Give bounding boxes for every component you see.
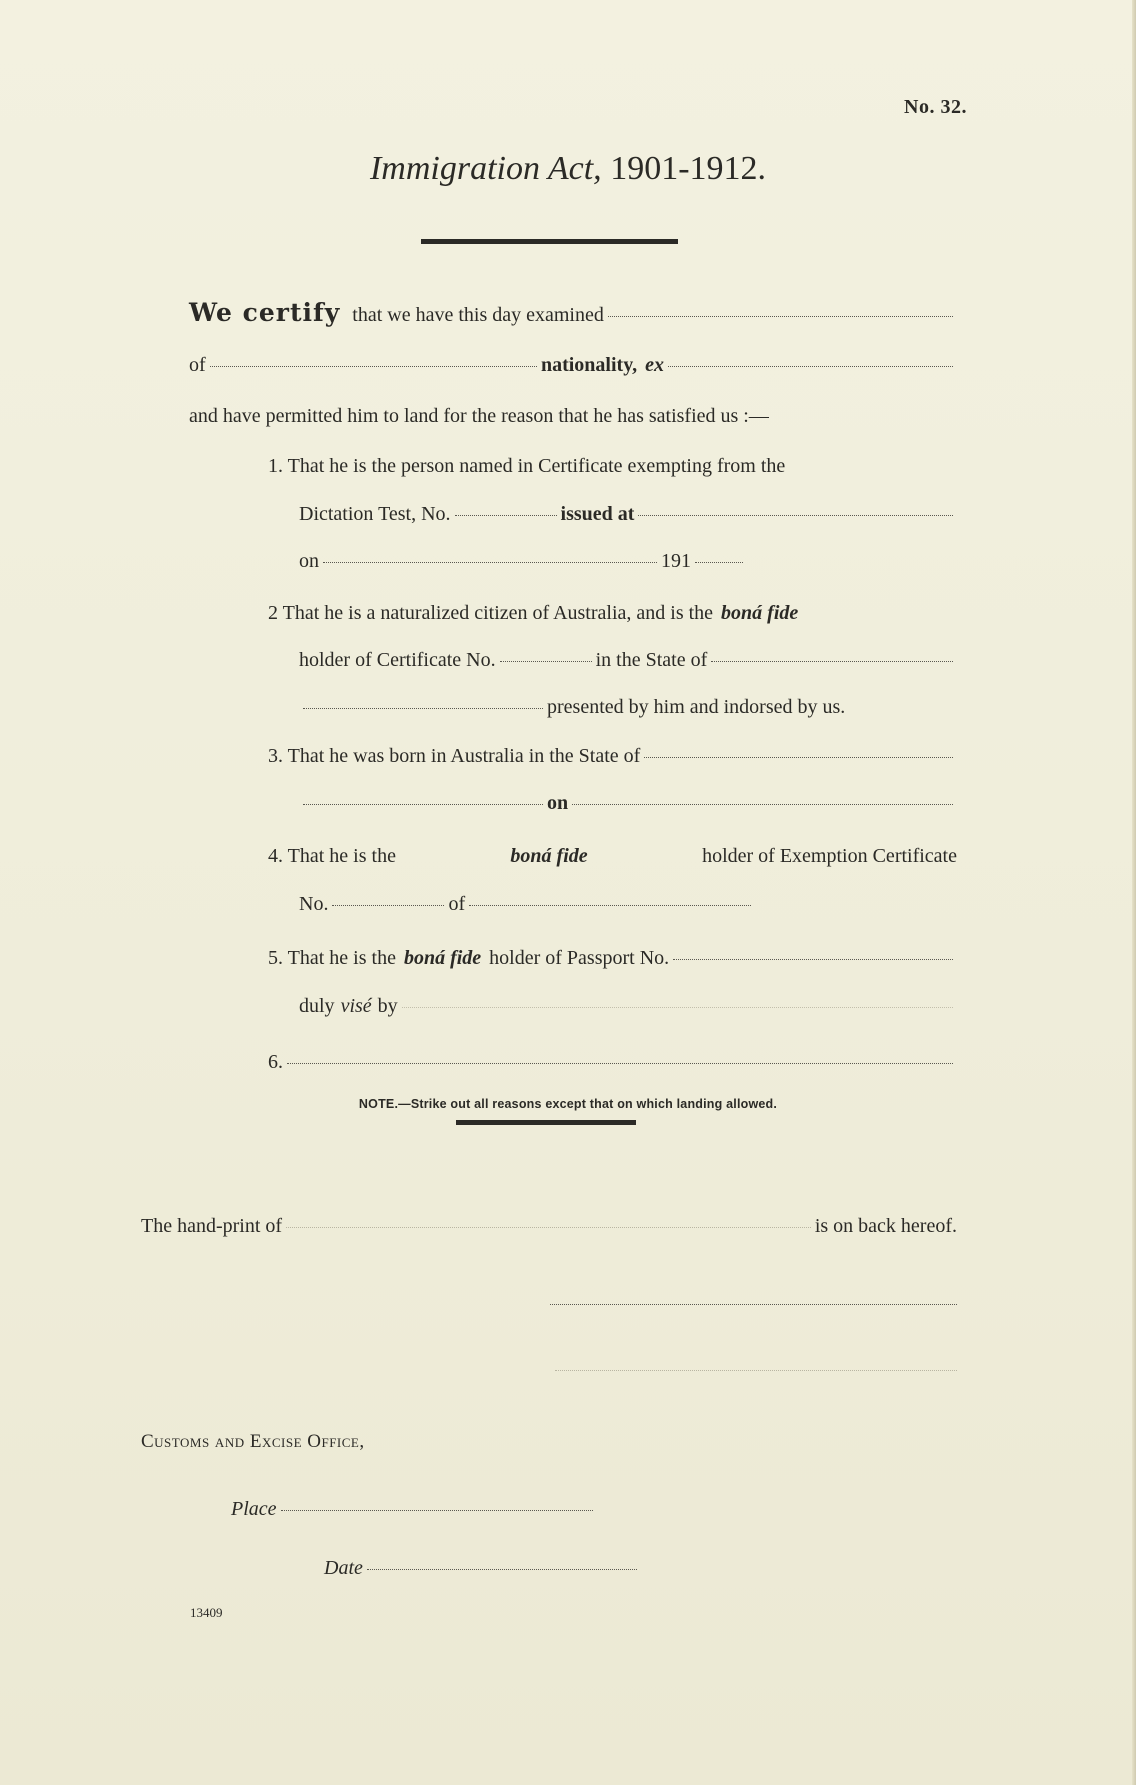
- birth-date-field[interactable]: [572, 804, 953, 805]
- ex-field[interactable]: [668, 366, 953, 367]
- certificate-no-label: holder of Certificate No.: [299, 649, 496, 671]
- reason-2-line-3: [299, 694, 919, 720]
- certify-text: that we have this day examined: [352, 304, 604, 326]
- state-field[interactable]: [711, 661, 953, 662]
- reason-4-line-1: [268, 843, 957, 869]
- birth-place-field[interactable]: [303, 804, 543, 805]
- exemption-no-label: No.: [299, 893, 329, 915]
- place-line: [231, 1496, 597, 1522]
- examined-name-field[interactable]: [608, 316, 953, 317]
- reason-5-text-a: 5. That he is the: [268, 947, 396, 969]
- reason-4-text-a: 4. That he is the: [268, 845, 396, 867]
- date-line: [324, 1555, 641, 1581]
- reason-1-line-1: 1. That he is the person named in Certificate exempting from the: [268, 455, 786, 477]
- presented-field[interactable]: [303, 708, 543, 709]
- duly-label: duly: [299, 995, 335, 1017]
- by-label: by: [377, 995, 398, 1017]
- title-years: 1901-1912.: [610, 150, 767, 187]
- vise-label: visé: [340, 995, 372, 1017]
- ex-label: ex: [645, 354, 664, 376]
- presented-text: presented by him and indorsed by us.: [547, 696, 846, 718]
- reason-5-text-b: holder of Passport No.: [489, 947, 670, 969]
- handprint-prefix: The hand-print of: [141, 1215, 283, 1237]
- note-divider: [456, 1120, 636, 1125]
- handprint-line: [141, 1213, 957, 1239]
- dictation-test-label: Dictation Test, No.: [299, 503, 451, 525]
- title-divider: [421, 239, 678, 244]
- document-title: [0, 150, 1136, 188]
- year-prefix: 191: [661, 550, 691, 572]
- place-field[interactable]: [281, 1510, 593, 1511]
- bona-fide-text: boná fide: [510, 845, 588, 867]
- date-field[interactable]: [367, 1569, 637, 1570]
- year-field[interactable]: [695, 562, 743, 563]
- bona-fide-text: boná fide: [721, 602, 799, 624]
- reason-6-field[interactable]: [287, 1063, 953, 1064]
- customs-office-label: Customs and Excise Office,: [141, 1431, 365, 1452]
- date-label: Date: [324, 1557, 363, 1579]
- place-label: Place: [231, 1498, 277, 1520]
- handprint-name-field[interactable]: [286, 1227, 811, 1228]
- reason-1-line-3: [299, 548, 747, 574]
- reason-4-line-2: [299, 891, 755, 917]
- exemption-of-field[interactable]: [469, 905, 751, 906]
- certify-line: [189, 300, 957, 328]
- exemption-number-field[interactable]: [332, 905, 444, 906]
- reason-5-line-1: [268, 945, 957, 971]
- nationality-label: nationality,: [540, 354, 638, 376]
- passport-number-field[interactable]: [673, 959, 953, 960]
- permitted-line: and have permitted him to land for the reason that he has satisfied us :—: [189, 405, 769, 427]
- certify-heading: We certify: [189, 298, 341, 327]
- on-date-field[interactable]: [323, 562, 657, 563]
- dictation-test-number-field[interactable]: [455, 515, 557, 516]
- reason-3-line-2: [299, 790, 957, 816]
- reason-3-line-1: [268, 743, 957, 769]
- strike-out-note: NOTE.—Strike out all reasons except that on which landing allowed.: [358, 1097, 778, 1111]
- print-number: 13409: [190, 1605, 223, 1620]
- of-label: of: [189, 354, 206, 376]
- reason-3-text: 3. That he was born in Australia in the State of: [268, 745, 641, 767]
- signature-line-1[interactable]: [550, 1304, 957, 1305]
- reason-2-line-1: [268, 600, 798, 626]
- title-act: Immigration Act,: [369, 150, 602, 187]
- reason-5-line-2: [299, 993, 957, 1019]
- vise-by-field[interactable]: [402, 1007, 953, 1008]
- signature-line-2[interactable]: [555, 1370, 957, 1371]
- reason-4-text-b: holder of Exemption Certificate: [702, 845, 957, 867]
- reason-1-line-2: [299, 501, 957, 527]
- form-number: No. 32.: [904, 96, 967, 118]
- reason-2-line-2: [299, 647, 957, 673]
- exemption-of-label: of: [448, 893, 466, 915]
- issued-at-label: issued at: [560, 503, 635, 525]
- page-edge: [1132, 0, 1136, 1785]
- bona-fide-text: boná fide: [403, 947, 482, 969]
- nationality-line: [189, 352, 957, 378]
- on-birth-label: on: [547, 792, 569, 814]
- of-field[interactable]: [210, 366, 537, 367]
- handprint-suffix: is on back hereof.: [814, 1215, 957, 1237]
- issued-at-field[interactable]: [638, 515, 953, 516]
- reason-6-line: [268, 1049, 957, 1075]
- certificate-number-field[interactable]: [500, 661, 592, 662]
- on-label: on: [299, 550, 319, 572]
- reason-6-label: 6.: [268, 1051, 283, 1073]
- state-label: in the State of: [595, 649, 708, 671]
- birth-state-field[interactable]: [644, 757, 953, 758]
- reason-2-text: 2 That he is a naturalized citizen of Australia, and is the: [268, 602, 714, 624]
